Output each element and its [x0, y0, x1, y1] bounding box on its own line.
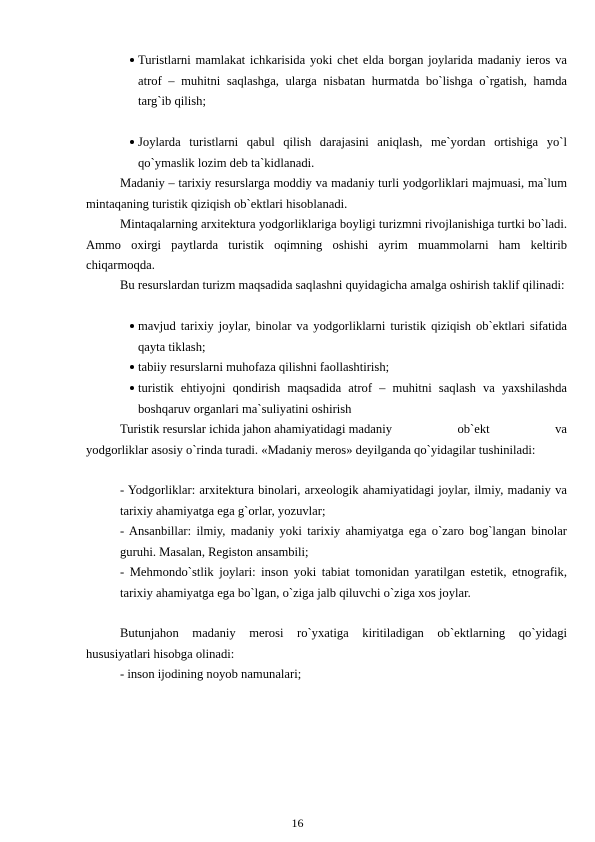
bullet-item: tabiiy resurslarni muhofaza qilishni faollashtirish; — [138, 357, 567, 378]
paragraph: Madaniy – tarixiy resurslarga moddiy va madaniy turli yodgorliklari majmuasi, ma`lum mintaqaning turistik qiziqish ob`ektlari hisoblanadi. — [86, 176, 567, 211]
list-line: - inson ijodining noyob namunalari; — [120, 667, 302, 681]
bullet-dot-icon — [130, 58, 134, 62]
bullet-item: Turistlarni mamlakat ichkarisida yoki chet elda borgan joylarida madaniy ieros va atrof – muhitni saqlashga, ularga nisbatan hurmatda bo`lishga o`rgatish, hamda targ`ib qilish; — [138, 50, 567, 112]
page-number: 16 — [291, 816, 304, 830]
dash-item: - Ansanbillar: ilmiy, madaniy yoki tarixiy ahamiyatga ega o`zaro bog`langan binolar guruhi. Masalan, Registon ansambili; — [120, 524, 567, 559]
dash-item: - Mehmondo`stlik joylari: inson yoki tabiat tomonidan yaratilgan estetik, etnografik, tarixiy ahamiyatga ega bo`lgan, o`ziga jalb qiluvchi o`ziga xos joylar. — [120, 565, 567, 600]
dash-item: - Yodgorliklar: arxitektura binolari, arxeologik ahamiyatidagi joylar, ilmiy, madaniy va tarixiy ahamiyatga ega g`orlar, yozuvlar; — [120, 483, 567, 518]
bullet-dot-icon — [130, 324, 134, 328]
paragraph: Bu resurslardan turizm maqsadida saqlashni quyidagicha amalga oshirish taklif qilinadi: — [120, 278, 565, 292]
paragraph: Mintaqalarning arxitektura yodgorliklariga boyligi turizmni rivojlanishiga turtki bo`ladi. Ammo oxirgi paytlarda turistik oqimning oshishi ayrim muammolarni ham keltirib chiqarmoqda. — [86, 217, 567, 272]
bullet-item: Joylarda turistlarni qabul qilish darajasini aniqlash, me`yordan ortishiga yo`l qo`ymaslik lozim deb ta`kidlanadi. — [138, 132, 567, 173]
heritage-first-line: Turistik resurslar ichida jahon ahamiyatidagi madaniy ob`ekt va — [120, 422, 567, 436]
heritage-paragraph: Turistik resurslar ichida jahon ahamiyatidagi madaniy ob`ekt va yodgorliklar asosiy o`rinda turadi. «Madaniy meros» deyilganda qo`yidagilar tushiniladi: — [86, 419, 567, 460]
bullet-item: mavjud tarixiy joylar, binolar va yodgorliklarni turistik qiziqish ob`ektlari sifatida qayta tiklash; — [138, 316, 567, 357]
bullet-dot-icon — [130, 365, 134, 369]
bullet-item: turistik ehtiyojni qondirish maqsadida atrof – muhitni saqlash va yaxshilashda boshqaruv organlari ma`suliyatini oshirish — [138, 378, 567, 419]
bullet-dot-icon — [130, 386, 134, 390]
closing-paragraph: Butunjahon madaniy merosi ro`yxatiga kiritiladigan ob`ektlarning qo`yidagi hususiyatlari hisobga olinadi: — [86, 626, 567, 661]
bullet-dot-icon — [130, 140, 134, 144]
